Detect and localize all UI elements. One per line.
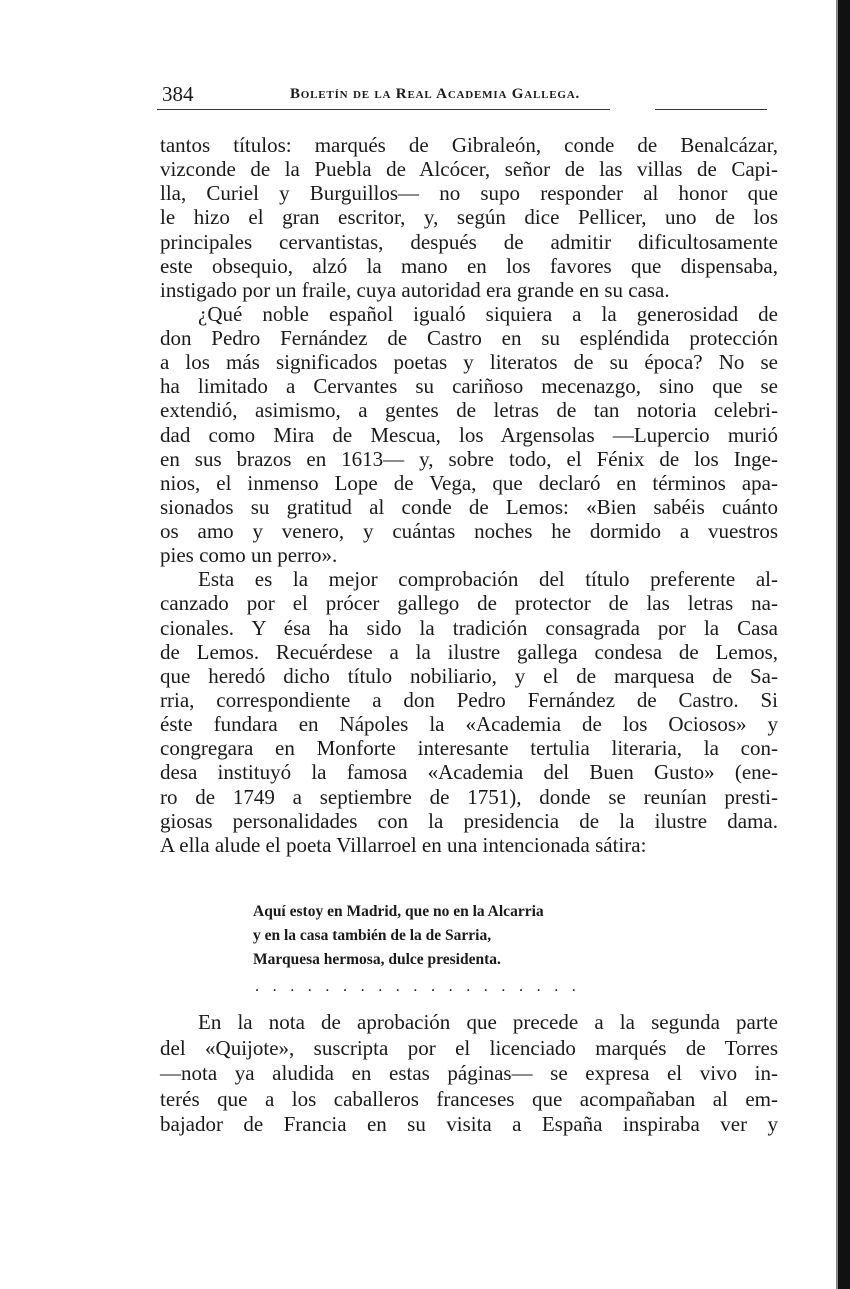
text-line: don Pedro Fernández de Castro en su espléndida protección xyxy=(160,326,778,351)
text-line: rria, correspondiente a don Pedro Fernández de Castro. Si xyxy=(160,687,778,712)
header-rule-right xyxy=(655,109,767,110)
text-line: cionales. Y ésa ha sido la tradición consagrada por la Casa xyxy=(160,615,778,640)
verse-line: y en la casa también de la de Sarria, xyxy=(253,927,492,944)
text-line: de Lemos. Recuérdese a la ilustre gallega condesa de Lemos, xyxy=(160,639,778,664)
text-line: terés que a los caballeros franceses que acompañaban al em- xyxy=(160,1086,778,1111)
scan-edge-shadow xyxy=(836,0,838,1289)
page-number: 384 xyxy=(162,82,194,106)
verse-line: Marquesa hermosa, dulce presidenta. xyxy=(253,951,501,968)
text-line: vizconde de la Puebla de Alcócer, señor de las villas de Capi- xyxy=(160,157,778,182)
text-line: giosas personalidades con la presidencia de la ilustre dama. xyxy=(160,808,778,833)
text-line: os amo y venero, y cuántas noches he dormido a vuestros xyxy=(160,519,778,544)
header-rule xyxy=(157,109,610,110)
text-line: —nota ya aludida en estas páginas— se expresa el vivo in- xyxy=(160,1061,778,1085)
text-line: tantos títulos: marqués de Gibraleón, conde de Benalcázar, xyxy=(160,133,778,157)
text-line: éste fundara en Nápoles la «Academia de los Ociosos» y xyxy=(160,712,778,737)
text-line: desa instituyó la famosa «Academia del Buen Gusto» (ene- xyxy=(160,760,778,785)
text-line: En la nota de aprobación que precede a la segunda parte xyxy=(198,1010,778,1034)
text-line: sionados su gratitud al conde de Lemos: «Bien sabéis cuánto xyxy=(160,494,778,519)
text-line: lla, Curiel y Burguillos— no supo responder al honor que xyxy=(160,181,778,206)
scan-edge xyxy=(838,0,850,1289)
text-line: pies como un perro». xyxy=(160,543,338,568)
text-line: nios, el inmenso Lope de Vega, que declaró en términos apa- xyxy=(160,470,778,495)
text-line: ha limitado a Cervantes su cariñoso mecenazgo, sino que se xyxy=(160,374,778,399)
text-line: instigado por un fraile, cuya autoridad era grande en su casa. xyxy=(160,277,670,302)
text-line: en sus brazos en 1613— y, sobre todo, el Fénix de los Inge- xyxy=(160,446,778,471)
running-title: Boletín de la Real Academia Gallega. xyxy=(290,86,581,102)
text-line: dad como Mira de Mescua, los Argensolas —Lupercio murió xyxy=(160,422,778,447)
text-line: Esta es la mejor comprobación del título preferente al- xyxy=(198,567,778,592)
ellipsis-row: ................... xyxy=(255,978,590,995)
text-line: a los más significados poetas y literatos de su época? No se xyxy=(160,350,778,375)
text-line: este obsequio, alzó la mano en los favores que dispensaba, xyxy=(160,253,778,278)
text-line: principales cervantistas, después de admitir dificultosamente xyxy=(160,229,778,254)
verse-line: Aquí estoy en Madrid, que no en la Alcarria xyxy=(253,903,544,920)
text-line: A ella alude el poeta Villarroel en una intencionada sátira: xyxy=(160,832,647,857)
text-line: ¿Qué noble español igualó siquiera a la generosidad de xyxy=(198,301,778,326)
text-line: extendió, asimismo, a gentes de letras de tan notoria celebri- xyxy=(160,398,778,423)
text-line: canzado por el prócer gallego de protector de las letras na- xyxy=(160,591,778,616)
text-line: del «Quijote», suscripta por el licenciado marqués de Torres xyxy=(160,1035,778,1060)
text-line: congregara en Monforte interesante tertulia literaria, la con- xyxy=(160,736,778,761)
text-line: le hizo el gran escritor, y, según dice Pellicer, uno de los xyxy=(160,205,778,230)
text-line: bajador de Francia en su visita a España inspiraba ver y xyxy=(160,1112,778,1136)
text-line: ro de 1749 a septiembre de 1751), donde se reunían presti- xyxy=(160,784,778,809)
text-line: que heredó dicho título nobiliario, y el de marquesa de Sa- xyxy=(160,663,778,688)
